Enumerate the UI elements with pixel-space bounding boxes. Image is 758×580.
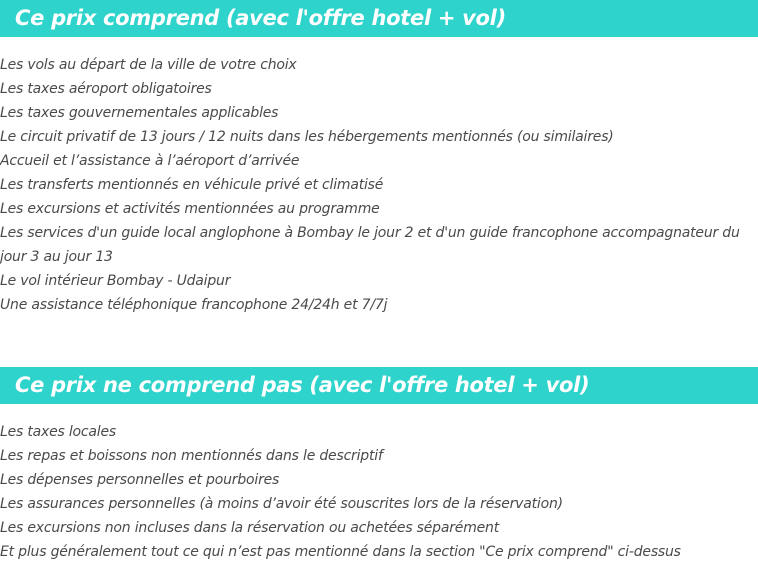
excluded-item: Les excursions non incluses dans la réservation ou achetées séparément [0, 520, 500, 536]
included-item: Les taxes gouvernementales applicables [0, 105, 279, 121]
included-item: Le circuit privatif de 13 jours / 12 nuits dans les hébergements mentionnés (ou similaires) [0, 129, 614, 145]
included-item: Le vol intérieur Bombay - Udaipur [0, 273, 231, 289]
included-item: Accueil et l’assistance à l’aéroport d’arrivée [0, 153, 300, 169]
excluded-item: Les repas et boissons non mentionnés dans le descriptif [0, 448, 383, 464]
excluded-header [0, 367, 758, 404]
excluded-item: Les assurances personnelles (à moins d’avoir été souscrites lors de la réservation) [0, 496, 563, 512]
included-item: Les transferts mentionnés en véhicule privé et climatisé [0, 177, 384, 193]
excluded-item: Et plus généralement tout ce qui n’est pas mentionné dans la section "Ce prix comprend" ci-dessus [0, 544, 681, 560]
excluded-section [0, 367, 758, 564]
included-header [0, 0, 758, 37]
included-title: Ce prix comprend (avec l'offre hotel + vol) [15, 6, 506, 30]
included-item: Les services d'un guide local anglophone à Bombay le jour 2 et d'un guide francophone accompagnateur du jour 3 au jour 13 [0, 225, 740, 265]
excluded-item: Les taxes locales [0, 424, 116, 440]
excluded-item: Les dépenses personnelles et pourboires [0, 472, 280, 488]
included-item: Les excursions et activités mentionnées au programme [0, 201, 380, 217]
included-item: Les taxes aéroport obligatoires [0, 81, 212, 97]
included-list [0, 53, 758, 317]
excluded-list [0, 420, 758, 564]
included-item: Une assistance téléphonique francophone 24/24h et 7/7j [0, 297, 388, 313]
excluded-title: Ce prix ne comprend pas (avec l'offre hotel + vol) [15, 373, 590, 397]
included-item: Les vols au départ de la ville de votre choix [0, 57, 297, 73]
